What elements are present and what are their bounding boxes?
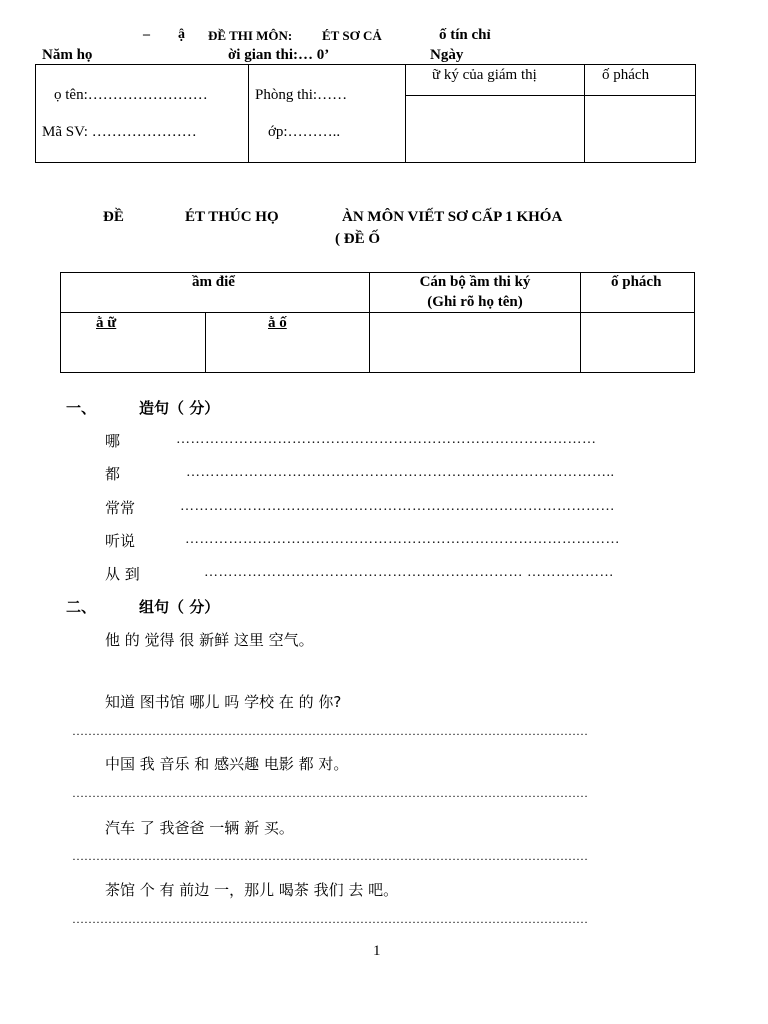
answer-line: ………………………………………………………………………………………………………………… <box>72 724 588 738</box>
answer-line: ………………………………………………………………………………………………………………… <box>72 786 588 800</box>
grader-header-line1: Cán bộ ầm thi ký <box>419 274 531 290</box>
serial-number-label: ố phách <box>602 67 650 83</box>
section2-title: 组句（ 分） <box>139 598 220 616</box>
score-header: ầm điể <box>192 274 235 290</box>
scrambled-sentence: 知道 图书馆 哪儿 吗 学校 在 的 你? <box>105 693 342 711</box>
student-info-table <box>35 64 696 163</box>
table-divider <box>405 64 406 163</box>
scrambled-sentence: 他 的 觉得 很 新鲜 这里 空气。 <box>105 631 314 649</box>
table-divider <box>405 95 696 96</box>
table-divider <box>205 312 206 373</box>
header-dash: – <box>143 27 150 42</box>
sentence-word: 从 到 <box>105 565 140 583</box>
class-field: ớp:……….. <box>268 124 341 140</box>
proctor-signature-label: ữ ký của giám thị <box>432 67 537 83</box>
answer-line: ……………………………………………………………………………… <box>185 532 620 547</box>
section1-number: 一、 <box>66 399 97 417</box>
answer-line: …………………………………………………………………………….. <box>186 465 615 480</box>
student-id-field: Mã SV: ………………… <box>42 124 197 140</box>
answer-line: ……………………………………………………………………………… <box>180 499 615 514</box>
sentence-word: 常常 <box>105 499 136 517</box>
page-number: 1 <box>373 943 381 959</box>
exam-title-part2: ÉT THÚC HỌ <box>185 209 279 225</box>
answer-line: …………………………………………………………………………… <box>176 432 597 447</box>
student-name-field: ọ tên:…………………… <box>54 87 208 103</box>
score-in-digits-label: ằ ữ <box>96 315 117 331</box>
scrambled-sentence: 汽车 了 我爸爸 一辆 新 买。 <box>105 819 294 837</box>
table-divider <box>60 312 695 313</box>
table-divider <box>584 64 585 163</box>
section1-title: 造句（ 分） <box>139 399 220 417</box>
sentence-word: 哪 <box>105 432 121 450</box>
answer-line: ………………………………………………………………………………………………………………… <box>72 849 588 863</box>
exam-title-part1: ĐỀ <box>103 209 124 225</box>
sentence-word: 都 <box>105 465 121 483</box>
answer-line: ………………………………………………………………………………………………………………… <box>72 912 588 926</box>
sentence-word: 听说 <box>105 532 136 550</box>
scrambled-sentence: 中国 我 音乐 和 感兴趣 电影 都 对。 <box>105 755 349 773</box>
answer-line: ………………………………………………………… ……………… <box>204 565 614 580</box>
grader-header-line2: (Ghi rõ họ tên) <box>427 294 523 310</box>
scrambled-sentence: 茶馆 个 有 前边 一，那儿 喝茶 我们 去 吧。 <box>105 881 399 899</box>
exam-subject-label: ĐỀ THI MÔN: <box>208 28 293 43</box>
table-divider <box>248 64 249 163</box>
credits-label: ố tín chỉ <box>439 27 491 43</box>
exam-code-line: ( ĐỀ Ố <box>335 231 380 247</box>
exam-title-part3: ÀN MÔN VIẾT SƠ CẤP 1 KHÓA <box>342 209 563 225</box>
exam-subject-name: ÉT SƠ CẢ <box>322 28 382 43</box>
score-in-words-label: ằ ố <box>268 315 287 331</box>
section2-number: 二、 <box>66 598 97 616</box>
header-fragment: ậ <box>178 27 185 42</box>
exam-room-field: Phòng thi:…… <box>255 87 348 103</box>
academic-year-label: Năm họ <box>42 47 93 63</box>
serial-number-header: ố phách <box>611 274 662 290</box>
table-divider <box>580 272 581 373</box>
exam-duration-label: ời gian thi:… 0’ <box>228 47 330 63</box>
exam-date-label: Ngày <box>430 47 464 63</box>
